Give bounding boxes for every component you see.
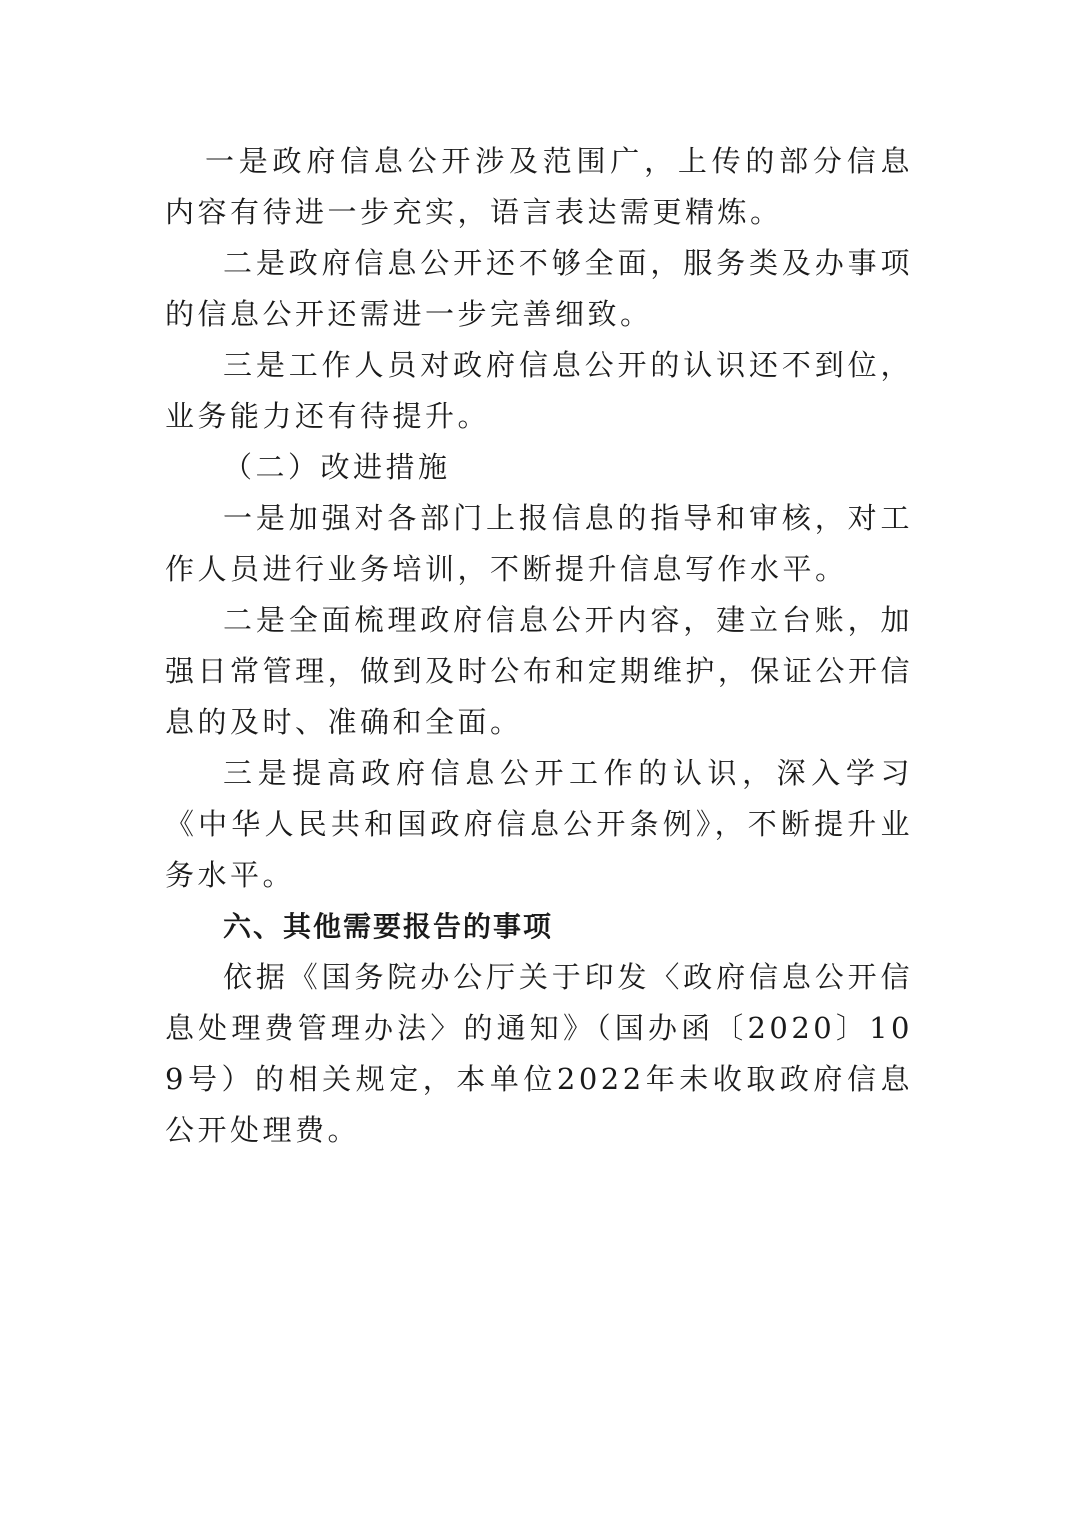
paragraph-problem-3: 三是工作人员对政府信息公开的认识还不到位，业务能力还有待提升。 — [165, 348, 913, 433]
section-heading-other-matters: 六、其他需要报告的事项 — [223, 910, 554, 943]
subheading-improvement-measures: （二）改进措施 — [223, 450, 451, 484]
document-body — [165, 136, 913, 1156]
paragraph-measure-3: 三是提高政府信息公开工作的认识，深入学习《中华人民共和国政府信息公开条例》，不断提升业务水平。 — [165, 756, 913, 892]
paragraph-problem-2: 二是政府信息公开还不够全面，服务类及办事项的信息公开还需进一步完善细致。 — [165, 246, 913, 331]
paragraph-measure-2: 二是全面梳理政府信息公开内容，建立台账，加强日常管理，做到及时公布和定期维护，保证公开信息的及时、准确和全面。 — [165, 603, 913, 739]
paragraph-measure-1: 一是加强对各部门上报信息的指导和审核，对工作人员进行业务培训，不断提升信息写作水平。 — [165, 501, 913, 586]
paragraph-problem-1: 一是政府信息公开涉及范围广，上传的部分信息内容有待进一步充实，语言表达需更精炼。 — [165, 144, 913, 229]
paragraph-fee-statement: 依据《国务院办公厅关于印发〈政府信息公开信息处理费管理办法〉的通知》（国办函〔2020〕109号）的相关规定，本单位2022年未收取政府信息公开处理费。 — [165, 960, 913, 1147]
